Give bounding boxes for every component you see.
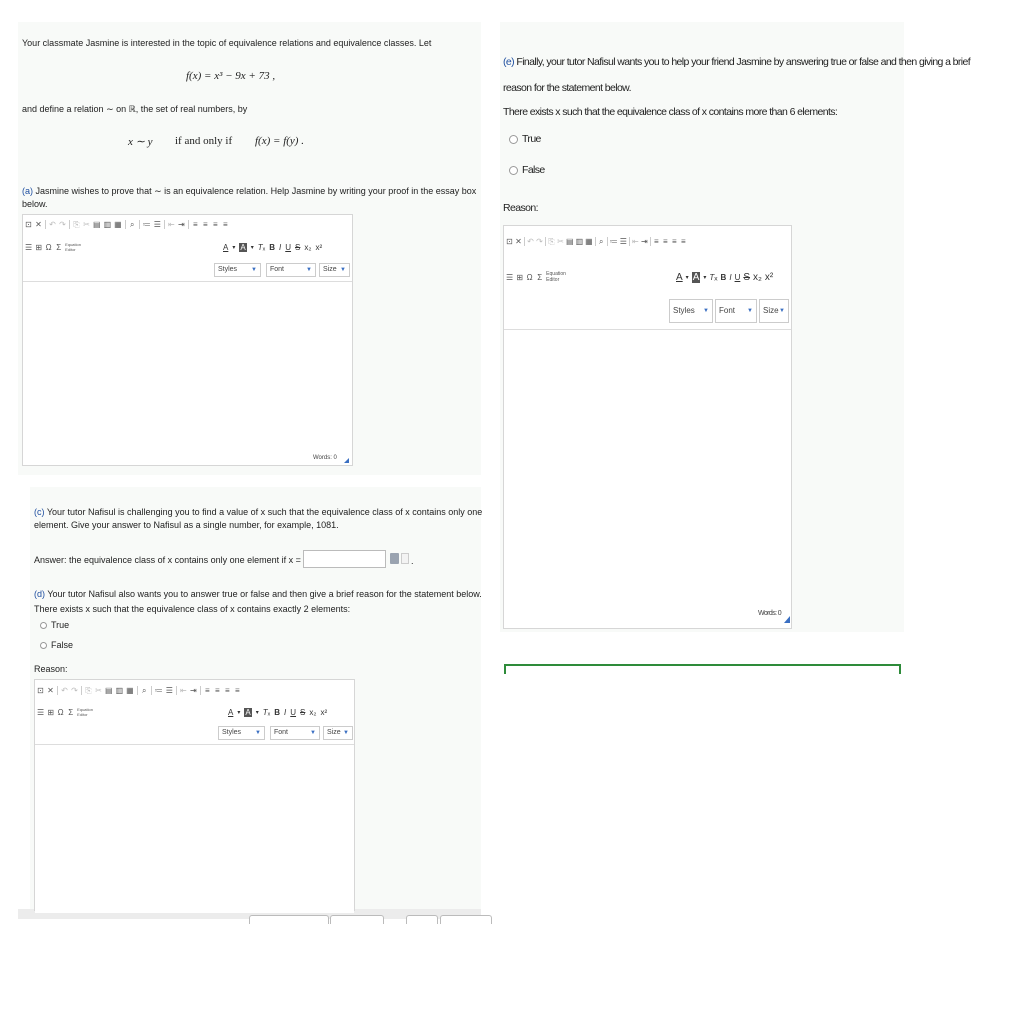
horizontal-rule-icon[interactable]: ☰ [506, 272, 514, 282]
equation-editor-label: Equation Editor [546, 271, 566, 283]
format-toolbar: A ▾ A ▾ Tₓ B I U S x₂ x² [676, 271, 774, 283]
equation-editor-label: Equation Editor [65, 242, 81, 252]
outdent-icon[interactable]: ⇤ [632, 236, 639, 246]
radio-false-d[interactable] [40, 640, 73, 650]
find-icon[interactable]: ⌕ [598, 236, 604, 246]
paste-icon[interactable]: ▤ [93, 219, 101, 229]
paste-icon[interactable]: ▤ [566, 236, 574, 246]
source-icon[interactable]: ⊡ [506, 236, 513, 246]
answer-period: . [411, 556, 414, 566]
paste-word-icon[interactable]: ▦ [114, 219, 122, 229]
subscript-button[interactable]: x₂ [753, 271, 762, 283]
table-icon[interactable]: ⊞ [47, 707, 55, 717]
outdent-icon[interactable]: ⇤ [180, 685, 187, 695]
part-e-text-2: reason for the statement below. [503, 82, 631, 94]
superscript-button[interactable]: x² [315, 242, 323, 252]
copy-icon[interactable]: ⎘ [548, 236, 555, 246]
redo-icon[interactable]: ↷ [71, 685, 78, 695]
remove-format-button[interactable]: Tₓ [709, 271, 718, 283]
horizontal-rule-icon[interactable]: ☰ [25, 242, 33, 252]
part-c-question [34, 506, 482, 518]
align-right-icon[interactable]: ≡ [672, 236, 677, 246]
cut-icon[interactable]: ✂ [95, 685, 102, 695]
editor-toolbar-row2 [506, 270, 596, 284]
italic-button[interactable]: I [279, 242, 282, 252]
bulleted-list-icon[interactable]: ☰ [165, 685, 173, 695]
resize-handle[interactable] [784, 616, 790, 623]
align-left-icon[interactable]: ≡ [654, 236, 659, 246]
maximize-icon[interactable]: ✕ [47, 685, 54, 695]
source-icon[interactable]: ⊡ [25, 219, 32, 229]
indent-icon[interactable]: ⇥ [641, 236, 648, 246]
paste-text-icon[interactable]: ▥ [115, 685, 124, 695]
size-dropdown[interactable]: Size ▼ [319, 263, 350, 277]
paste-icon[interactable]: ▤ [105, 685, 113, 695]
part-a-text-2: below. [22, 199, 48, 209]
subscript-button[interactable]: x₂ [304, 242, 312, 252]
align-justify-icon[interactable]: ≡ [223, 219, 228, 229]
radio-true-label: True [522, 133, 541, 145]
answer-input[interactable] [303, 550, 386, 568]
align-left-icon[interactable]: ≡ [205, 685, 210, 695]
part-a-text: Jasmine wishes to prove that ∼ is an equivalence relation. Help Jasmine by writing your proof in the essay box [35, 186, 477, 196]
bottom-button-3[interactable] [406, 915, 438, 924]
paste-text-icon[interactable]: ▥ [575, 236, 584, 246]
radio-circle[interactable] [509, 166, 518, 175]
essay-editor-a [22, 214, 353, 466]
answer-label: Answer: the equivalence class of x contains only one element if x = [34, 555, 301, 565]
table-icon[interactable]: ⊞ [35, 242, 43, 252]
part-e-statement: There exists x such that the equivalence class of x contains more than 6 elements: [503, 106, 838, 118]
essay-text-area-d[interactable] [35, 744, 354, 913]
redo-icon[interactable]: ↷ [59, 219, 66, 229]
editor-toolbar-row1 [37, 683, 352, 697]
align-right-icon[interactable]: ≡ [225, 685, 230, 695]
superscript-button[interactable]: x² [764, 271, 774, 283]
undo-icon[interactable]: ↶ [49, 219, 56, 229]
indent-icon[interactable]: ⇥ [190, 685, 197, 695]
radio-circle[interactable] [509, 135, 518, 144]
radio-true-d[interactable] [40, 620, 69, 630]
radio-true-e[interactable] [509, 133, 541, 145]
reason-label-e: Reason: [503, 202, 538, 214]
equation-editor-label: Equation Editor [77, 707, 93, 717]
text-color-button[interactable]: A [223, 242, 229, 252]
relation-lhs: x ∼ y [128, 136, 153, 148]
copy-icon[interactable]: ⎘ [85, 685, 92, 695]
paste-text-icon[interactable]: ▥ [103, 219, 112, 229]
special-char-icon[interactable]: Ω [57, 707, 64, 717]
resize-handle[interactable] [344, 458, 349, 463]
undo-icon[interactable]: ↶ [527, 236, 534, 246]
bg-color-button[interactable]: A [245, 707, 251, 717]
bold-button[interactable]: B [274, 707, 281, 717]
cut-icon[interactable]: ✂ [557, 236, 564, 246]
maximize-icon[interactable]: ✕ [35, 219, 42, 229]
radio-false-e[interactable] [509, 164, 545, 176]
font-dropdown[interactable]: Font ▼ [715, 299, 757, 323]
bulleted-list-icon[interactable]: ☰ [153, 219, 161, 229]
outdent-icon[interactable]: ⇤ [168, 219, 175, 229]
strike-button[interactable]: S [743, 271, 751, 283]
align-center-icon[interactable]: ≡ [203, 219, 208, 229]
cut-icon[interactable]: ✂ [83, 219, 90, 229]
part-e-label: (e) [503, 56, 515, 68]
font-dropdown[interactable]: Font ▼ [266, 263, 316, 277]
size-dropdown[interactable]: Size ▼ [759, 299, 789, 323]
function-definition: f(x) = x³ − 9x + 73 , [186, 70, 276, 82]
text-color-button[interactable]: A [228, 707, 234, 717]
align-center-icon[interactable]: ≡ [215, 685, 220, 695]
redo-icon[interactable]: ↷ [536, 236, 543, 246]
part-c-text: Your tutor Nafisul is challenging you to find a value of x such that the equivalence class of x contains only one [46, 507, 483, 517]
essay-editor-e [503, 225, 792, 629]
bg-color-button[interactable]: A [240, 242, 246, 252]
reason-label-d: Reason: [34, 664, 68, 674]
preview-icon[interactable] [401, 553, 409, 564]
align-justify-icon[interactable]: ≡ [235, 685, 240, 695]
essay-text-area-a[interactable] [23, 281, 352, 452]
part-c-text-2: element. Give your answer to Nafisul as a single number, for example, 1081. [34, 520, 339, 530]
format-toolbar: A ▾ A ▾ Tₓ B I U S x₂ x² [223, 242, 323, 252]
special-char-icon[interactable]: Ω [526, 272, 533, 282]
align-left-icon[interactable]: ≡ [193, 219, 198, 229]
italic-button[interactable]: I [729, 272, 732, 282]
equation-editor-icon[interactable]: Σ [68, 707, 74, 717]
equation-editor-icon[interactable]: Σ [537, 272, 543, 282]
align-center-icon[interactable]: ≡ [663, 236, 668, 246]
radio-true-label: True [51, 620, 70, 630]
bottom-button-1[interactable] [249, 915, 329, 924]
part-a-question [22, 185, 476, 197]
subscript-button[interactable]: x₂ [309, 707, 317, 717]
radio-circle[interactable] [40, 622, 47, 629]
bold-button[interactable]: B [720, 272, 727, 282]
undo-icon[interactable]: ↶ [61, 685, 68, 695]
part-d-label: (d) [34, 589, 45, 599]
bg-color-button[interactable]: A [692, 271, 700, 283]
relation-rhs: f(x) = f(y) . [255, 135, 304, 147]
relation-line: and define a relation ∼ on ℝ, the set of real numbers, by [22, 104, 248, 114]
styles-dropdown[interactable]: Styles ▼ [218, 726, 265, 740]
part-d-statement: There exists x such that the equivalence class of x contains exactly 2 elements: [34, 604, 351, 614]
find-icon[interactable]: ⌕ [141, 685, 147, 695]
editor-toolbar-row2 [37, 705, 127, 719]
editor-toolbar-row2 [25, 240, 115, 254]
radio-circle[interactable] [40, 642, 47, 649]
source-icon[interactable]: ⊡ [37, 685, 44, 695]
bulleted-list-icon[interactable]: ☰ [619, 236, 627, 246]
numbered-list-icon[interactable]: ≔ [142, 219, 151, 229]
font-dropdown[interactable]: Font ▼ [270, 726, 320, 740]
relation-iff: if and only if [175, 135, 233, 147]
editor-toolbar-row1 [25, 217, 350, 231]
text-color-button[interactable]: A [676, 271, 683, 283]
indent-icon[interactable]: ⇥ [178, 219, 185, 229]
essay-text-area-e[interactable] [504, 329, 791, 607]
numbered-list-icon[interactable]: ≔ [154, 685, 163, 695]
styles-dropdown[interactable]: Styles ▼ [214, 263, 261, 277]
remove-format-button[interactable]: Tₓ [262, 707, 271, 717]
word-count: Words: 0 [758, 610, 782, 617]
part-e-question [503, 56, 970, 68]
horizontal-rule-icon[interactable]: ☰ [37, 707, 45, 717]
equation-icon[interactable] [390, 553, 399, 564]
part-e-text: Finally, your tutor Nafisul wants you to help your friend Jasmine by answering true or false and then giving a brief [516, 56, 971, 68]
editor-toolbar-row1 [506, 234, 789, 248]
numbered-list-icon[interactable]: ≔ [609, 236, 618, 246]
format-toolbar: A ▾ A ▾ Tₓ B I U S x₂ x² [228, 707, 328, 717]
radio-false-label: False [51, 640, 74, 650]
bottom-button-2[interactable] [330, 915, 384, 924]
strike-button[interactable]: S [300, 707, 306, 717]
align-right-icon[interactable]: ≡ [213, 219, 218, 229]
maximize-icon[interactable]: ✕ [515, 236, 522, 246]
underline-button[interactable]: U [290, 707, 297, 717]
part-c-label: (c) [34, 507, 45, 517]
special-char-icon[interactable]: Ω [45, 242, 52, 252]
italic-button[interactable]: I [284, 707, 287, 717]
green-frame-top [504, 664, 901, 674]
paste-word-icon[interactable]: ▦ [585, 236, 593, 246]
part-a-label: (a) [22, 186, 33, 196]
part-d-text: Your tutor Nafisul also wants you to answer true or false and then give a brief reason for the statement below. [47, 589, 482, 599]
size-dropdown[interactable]: Size ▼ [323, 726, 353, 740]
underline-button[interactable]: U [734, 272, 741, 282]
underline-button[interactable]: U [285, 242, 292, 252]
bottom-button-4[interactable] [440, 915, 492, 924]
paste-word-icon[interactable]: ▦ [126, 685, 134, 695]
remove-format-button[interactable]: Tₓ [257, 242, 266, 252]
align-justify-icon[interactable]: ≡ [681, 236, 686, 246]
bold-button[interactable]: B [269, 242, 276, 252]
table-icon[interactable]: ⊞ [516, 272, 524, 282]
part-d-question [34, 588, 482, 600]
word-count: Words: 0 [313, 455, 337, 461]
radio-false-label: False [522, 164, 545, 176]
essay-editor-d [34, 679, 355, 911]
intro-text: Your classmate Jasmine is interested in the topic of equivalence relations and equivalence classes. Let [22, 38, 432, 48]
styles-dropdown[interactable]: Styles ▼ [669, 299, 713, 323]
strike-button[interactable]: S [295, 242, 301, 252]
copy-icon[interactable]: ⎘ [73, 219, 80, 229]
superscript-button[interactable]: x² [320, 707, 328, 717]
find-icon[interactable]: ⌕ [129, 219, 135, 229]
equation-editor-icon[interactable]: Σ [56, 242, 62, 252]
